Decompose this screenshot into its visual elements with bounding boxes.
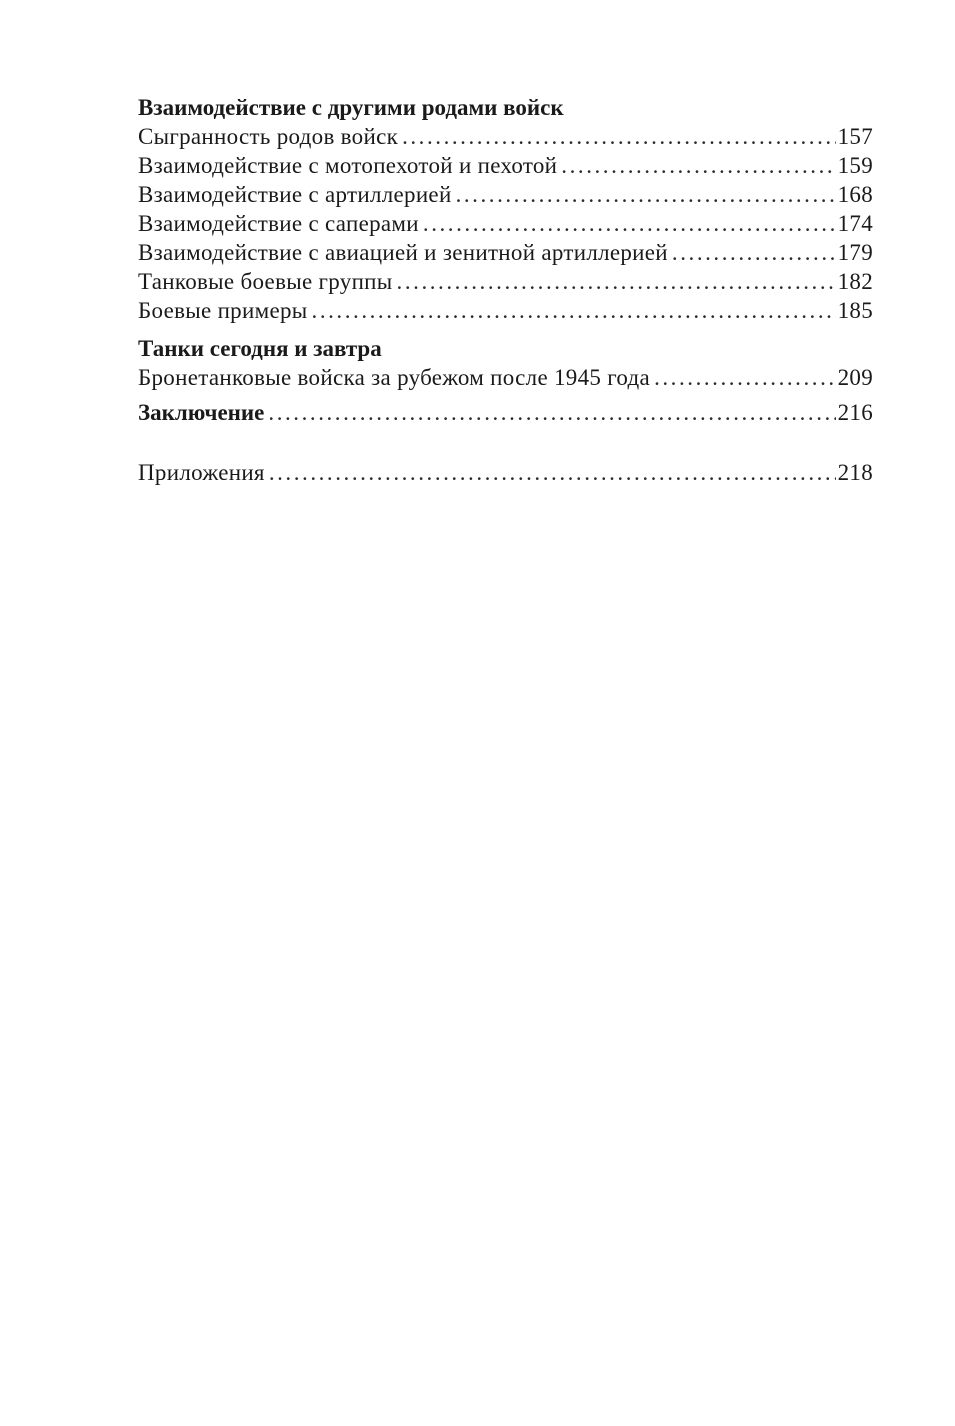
toc-entry-page: 209 — [837, 365, 873, 390]
toc-entry[interactable] — [138, 209, 873, 238]
dot-leader — [269, 458, 836, 487]
toc-entry-title: Заключение — [138, 400, 265, 425]
toc-entry-title: Взаимодействие с мотопехотой и пехотой — [138, 153, 558, 178]
section-heading: Танки сегодня и завтра — [138, 336, 382, 361]
toc-entry-conclusion[interactable] — [138, 398, 873, 427]
dot-leader — [423, 209, 836, 238]
toc-entry-page: 182 — [837, 269, 873, 294]
dot-leader — [312, 296, 836, 325]
dot-leader — [654, 363, 836, 392]
dot-leader — [268, 398, 835, 427]
toc-entry[interactable] — [138, 151, 873, 180]
toc-entry-page: 159 — [837, 153, 873, 178]
toc-entry-title: Танковые боевые группы — [138, 269, 393, 294]
dot-leader — [561, 151, 835, 180]
toc-entry-page: 179 — [837, 240, 873, 265]
toc-entry[interactable] — [138, 267, 873, 296]
dot-leader — [672, 238, 836, 267]
section-heading: Взаимодействие с другими родами войск — [138, 95, 564, 120]
toc-section-interaction — [138, 93, 873, 325]
toc-entry-title: Приложения — [138, 460, 265, 485]
toc-entry-title: Взаимодействие с саперами — [138, 211, 419, 236]
toc-entry-title: Боевые примеры — [138, 298, 308, 323]
dot-leader — [402, 122, 836, 151]
toc-entry[interactable] — [138, 296, 873, 325]
toc-entry-page: 157 — [837, 124, 873, 149]
toc-entry-title: Взаимодействие с артиллерией — [138, 182, 452, 207]
toc-entry-title: Сыгранность родов войск — [138, 124, 399, 149]
toc-entry-page: 168 — [837, 182, 873, 207]
toc-entry-page: 218 — [837, 460, 873, 485]
table-of-contents — [138, 93, 873, 487]
toc-section-tanks-today — [138, 334, 873, 392]
toc-entry[interactable] — [138, 122, 873, 151]
toc-entry-page: 216 — [837, 400, 873, 425]
toc-entry-page: 185 — [837, 298, 873, 323]
toc-entry-appendices[interactable] — [138, 458, 873, 487]
toc-entry-title: Взаимодействие с авиацией и зенитной артиллерией — [138, 240, 668, 265]
toc-entry[interactable] — [138, 238, 873, 267]
toc-entry-page: 174 — [837, 211, 873, 236]
dot-leader — [456, 180, 836, 209]
toc-entry[interactable] — [138, 363, 873, 392]
dot-leader — [397, 267, 836, 296]
spacer — [138, 427, 873, 458]
toc-entry-title: Бронетанковые войска за рубежом после 1945 года — [138, 365, 651, 390]
toc-entry[interactable] — [138, 180, 873, 209]
spacer — [138, 325, 873, 334]
